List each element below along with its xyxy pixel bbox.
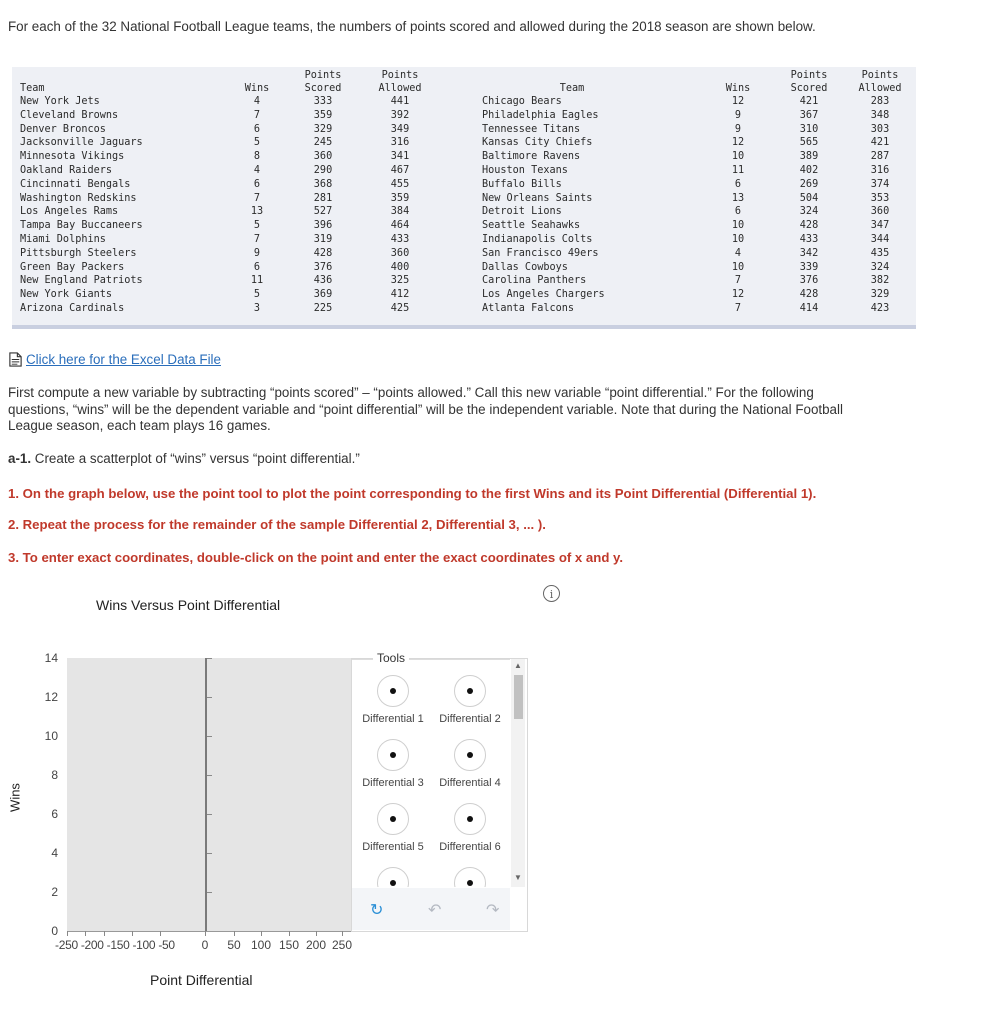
table-row xyxy=(20,274,910,288)
points-scored-cell: 281 xyxy=(313,192,333,204)
data-table-panel xyxy=(12,67,916,329)
points-scored-cell: 527 xyxy=(313,206,333,218)
points-allowed-cell: 464 xyxy=(390,220,410,232)
x-axis-line xyxy=(67,931,353,932)
wins-cell: 4 xyxy=(253,164,261,176)
points-scored-cell: 269 xyxy=(799,178,819,190)
table-row xyxy=(20,205,910,219)
point-tool-icon[interactable] xyxy=(377,739,409,771)
x-tick-mark xyxy=(342,931,343,936)
points-allowed-cell: 421 xyxy=(870,137,890,149)
points-allowed-cell: 412 xyxy=(390,289,410,301)
points-scored-cell: 333 xyxy=(313,96,333,107)
wins-cell: 5 xyxy=(253,289,261,301)
y-tick-label: 2 xyxy=(51,885,58,899)
intro-text: For each of the 32 National Football League teams, the numbers of points scored and allowed during the 2018 season are shown below. xyxy=(8,19,816,34)
team-cell: Philadelphia Eagles xyxy=(482,109,599,121)
team-cell: Indianapolis Colts xyxy=(482,233,593,245)
points-allowed-cell: 360 xyxy=(870,206,890,218)
wins-cell: 6 xyxy=(734,178,742,190)
team-cell: Baltimore Ravens xyxy=(482,151,581,163)
team-cell: Cincinnati Bengals xyxy=(20,178,131,190)
points-allowed-cell: 441 xyxy=(390,96,410,107)
question-a1 xyxy=(8,451,360,466)
plot-area[interactable] xyxy=(67,658,353,931)
tool-label: Differential 4 xyxy=(439,777,501,789)
tools-title: Tools xyxy=(373,651,409,665)
points-allowed-cell: 283 xyxy=(870,96,890,107)
table-row xyxy=(20,233,910,247)
points-allowed-cell: 325 xyxy=(390,275,410,287)
team-cell: Seattle Seahawks xyxy=(482,220,581,232)
x-tick-label: 0 xyxy=(201,938,209,952)
x-tick-label: -100 xyxy=(132,938,156,952)
wins-cell: 7 xyxy=(253,192,261,204)
table-row xyxy=(20,109,910,123)
points-scored-cell: 319 xyxy=(313,233,333,245)
tool-differential-1[interactable] xyxy=(352,675,434,725)
team-cell: Chicago Bears xyxy=(482,96,562,107)
team-cell: New York Giants xyxy=(20,289,113,301)
y-tick-mark xyxy=(207,775,212,776)
x-tick-label: 50 xyxy=(227,938,241,952)
tools-action-bar xyxy=(352,888,510,930)
y-tick-mark xyxy=(207,814,212,815)
nfl-data-table xyxy=(20,69,910,316)
points-allowed-cell: 467 xyxy=(390,164,410,176)
points-allowed-cell: 400 xyxy=(390,261,410,273)
x-tick-label: -50 xyxy=(158,938,175,952)
wins-cell: 4 xyxy=(253,96,261,107)
point-tool-icon[interactable] xyxy=(377,803,409,835)
x-tick-label: 250 xyxy=(331,938,353,952)
point-tool-icon[interactable] xyxy=(377,867,409,887)
point-tool-icon[interactable] xyxy=(454,867,486,887)
table-row xyxy=(20,136,910,150)
points-scored-cell: 428 xyxy=(799,220,819,232)
excel-link-label[interactable]: Click here for the Excel Data File xyxy=(26,352,221,367)
y-tick-mark xyxy=(207,697,212,698)
x-tick-mark xyxy=(289,931,290,936)
points-scored-cell: 504 xyxy=(799,192,819,204)
team-cell: Jacksonville Jaguars xyxy=(20,137,143,149)
team-cell: Minnesota Vikings xyxy=(20,151,125,163)
table-row xyxy=(20,150,910,164)
wins-cell: 11 xyxy=(731,164,745,176)
table-row xyxy=(20,302,910,316)
table-row xyxy=(20,288,910,302)
points-allowed-cell: 392 xyxy=(390,109,410,121)
wins-cell: 7 xyxy=(253,109,261,121)
scroll-down-arrow-icon[interactable]: ▼ xyxy=(514,873,522,882)
points-scored-cell: 245 xyxy=(313,137,333,149)
x-tick-mark xyxy=(104,931,105,936)
y-tick-label: 10 xyxy=(44,729,58,743)
wins-cell: 7 xyxy=(253,233,261,245)
y-tick-mark xyxy=(207,853,212,854)
points-allowed-cell: 423 xyxy=(870,302,890,314)
team-cell: Dallas Cowboys xyxy=(482,261,568,273)
team-cell: Pittsburgh Steelers xyxy=(20,247,137,259)
points-scored-cell: 342 xyxy=(799,247,819,259)
y-tick-label: 6 xyxy=(51,807,58,821)
points-scored-cell: 402 xyxy=(799,164,819,176)
wins-cell: 10 xyxy=(731,151,745,163)
points-allowed-cell: 341 xyxy=(390,151,410,163)
team-cell: Carolina Panthers xyxy=(482,275,587,287)
table-row xyxy=(20,123,910,137)
instruction-2: 2. Repeat the process for the remainder of the sample Differential 2, Differential 3, ... ). xyxy=(8,517,546,532)
wins-cell: 6 xyxy=(734,206,742,218)
points-scored-cell: 359 xyxy=(313,109,333,121)
instructions-paragraph: First compute a new variable by subtracting “points scored” – “points allowed.” Call this new variable “point differential.” For the following questions, “wins” will be the dependent variable and “point differential” will be the independent variable. Note that during the National Football League season, each team plays 16 games. xyxy=(8,385,843,433)
wins-cell: 10 xyxy=(731,261,745,273)
points-scored-cell: 436 xyxy=(313,275,333,287)
points-allowed-cell: 360 xyxy=(390,247,410,259)
tool-label: Differential 3 xyxy=(362,777,424,789)
y-tick-label: 14 xyxy=(44,651,58,665)
tool-differential-7-partial[interactable] xyxy=(352,867,434,887)
col-header-points-allowed-2: Points Allowed xyxy=(858,70,902,94)
points-allowed-cell: 359 xyxy=(390,192,410,204)
points-allowed-cell: 344 xyxy=(870,233,890,245)
points-scored-cell: 396 xyxy=(313,220,333,232)
team-cell: Kansas City Chiefs xyxy=(482,137,593,149)
x-axis-title: Point Differential xyxy=(150,972,253,988)
points-allowed-cell: 353 xyxy=(870,192,890,204)
points-allowed-cell: 347 xyxy=(870,220,890,232)
y-tick-mark xyxy=(207,658,212,659)
wins-cell: 12 xyxy=(731,137,745,149)
y-tick-mark xyxy=(207,736,212,737)
points-allowed-cell: 374 xyxy=(870,178,890,190)
points-allowed-cell: 303 xyxy=(870,123,890,135)
points-scored-cell: 310 xyxy=(799,123,819,135)
wins-cell: 13 xyxy=(731,192,745,204)
tool-differential-6[interactable] xyxy=(429,803,511,853)
points-scored-cell: 360 xyxy=(313,151,333,163)
points-allowed-cell: 425 xyxy=(390,302,410,314)
points-scored-cell: 389 xyxy=(799,151,819,163)
x-tick-mark xyxy=(67,931,68,936)
tool-differential-8-partial[interactable] xyxy=(429,867,511,887)
wins-cell: 10 xyxy=(731,233,745,245)
points-scored-cell: 225 xyxy=(313,302,333,314)
tools-scrollbar[interactable] xyxy=(511,659,525,887)
table-row xyxy=(20,219,910,233)
wins-cell: 12 xyxy=(731,289,745,301)
wins-cell: 6 xyxy=(253,261,261,273)
x-tick-mark xyxy=(160,931,161,936)
tool-label: Differential 2 xyxy=(439,713,501,725)
x-tick-mark xyxy=(234,931,235,936)
col-header-points-allowed: Points Allowed xyxy=(378,70,422,94)
table-row xyxy=(20,95,910,109)
x-tick-label: -200 xyxy=(80,938,104,952)
col-header-wins: Wins xyxy=(244,83,270,94)
points-scored-cell: 565 xyxy=(799,137,819,149)
points-scored-cell: 368 xyxy=(313,178,333,190)
undo-icon[interactable]: ↶ xyxy=(428,902,442,919)
points-scored-cell: 369 xyxy=(313,289,333,301)
wins-cell: 7 xyxy=(734,275,742,287)
points-scored-cell: 290 xyxy=(313,164,333,176)
question-text: Create a scatterplot of “wins” versus “point differential.” xyxy=(31,451,360,466)
wins-cell: 3 xyxy=(253,302,261,314)
instruction-1: 1. On the graph below, use the point tool to plot the point corresponding to the first Wins and its Point Differential (Differential 1). xyxy=(8,486,817,501)
instruction-3: 3. To enter exact coordinates, double-click on the point and enter the exact coordinates of x and y. xyxy=(8,550,624,565)
chart-title: Wins Versus Point Differential xyxy=(96,597,281,613)
points-allowed-cell: 433 xyxy=(390,233,410,245)
points-allowed-cell: 329 xyxy=(870,289,890,301)
points-scored-cell: 428 xyxy=(313,247,333,259)
wins-cell: 11 xyxy=(250,275,264,287)
excel-data-link[interactable] xyxy=(8,352,221,367)
x-tick-mark xyxy=(85,931,86,936)
team-cell: New England Patriots xyxy=(20,275,143,287)
team-cell: Arizona Cardinals xyxy=(20,302,125,314)
table-row xyxy=(20,192,910,206)
wins-cell: 9 xyxy=(734,109,742,121)
col-header-points-scored: Points Scored xyxy=(304,70,342,94)
col-header-wins-2: Wins xyxy=(725,83,751,94)
points-scored-cell: 324 xyxy=(799,206,819,218)
info-icon[interactable]: i xyxy=(543,585,560,602)
excel-file-icon xyxy=(8,352,23,367)
wins-cell: 9 xyxy=(253,247,261,259)
wins-cell: 5 xyxy=(253,220,261,232)
team-cell: Buffalo Bills xyxy=(482,178,562,190)
col-header-team: Team xyxy=(20,83,45,94)
team-cell: Oakland Raiders xyxy=(20,164,113,176)
question-label: a-1. xyxy=(8,451,32,466)
points-allowed-cell: 384 xyxy=(390,206,410,218)
team-cell: San Francisco 49ers xyxy=(482,247,599,259)
team-cell: Washington Redskins xyxy=(20,192,137,204)
points-allowed-cell: 382 xyxy=(870,275,890,287)
x-tick-labels-negative xyxy=(55,938,175,952)
team-cell: Cleveland Browns xyxy=(20,109,119,121)
points-allowed-cell: 316 xyxy=(390,137,410,149)
wins-cell: 12 xyxy=(731,96,745,107)
team-cell: Miami Dolphins xyxy=(20,233,106,245)
points-scored-cell: 421 xyxy=(799,96,819,107)
tool-label: Differential 1 xyxy=(362,713,424,725)
wins-cell: 7 xyxy=(734,302,742,314)
col-header-points-scored-2: Points Scored xyxy=(790,70,828,94)
points-allowed-cell: 316 xyxy=(870,164,890,176)
points-scored-cell: 376 xyxy=(313,261,333,273)
x-tick-label: 100 xyxy=(250,938,272,952)
points-scored-cell: 428 xyxy=(799,289,819,301)
tool-label: Differential 5 xyxy=(362,841,424,853)
scroll-thumb[interactable] xyxy=(514,675,523,719)
redo-icon[interactable]: ↷ xyxy=(486,902,500,919)
wins-cell: 8 xyxy=(253,151,261,163)
y-tick-label: 0 xyxy=(51,924,58,938)
team-cell: Detroit Lions xyxy=(482,206,562,218)
y-tick-label: 12 xyxy=(44,690,58,704)
points-scored-cell: 339 xyxy=(799,261,819,273)
tool-differential-4[interactable] xyxy=(429,739,511,789)
wins-cell: 6 xyxy=(253,178,261,190)
team-cell: New Orleans Saints xyxy=(482,192,593,204)
points-allowed-cell: 349 xyxy=(390,123,410,135)
team-cell: Los Angeles Chargers xyxy=(482,289,605,301)
wins-cell: 4 xyxy=(734,247,742,259)
y-tick-label: 4 xyxy=(51,846,58,860)
points-scored-cell: 367 xyxy=(799,109,819,121)
reset-icon[interactable]: ↻ xyxy=(370,902,384,919)
tool-label: Differential 6 xyxy=(439,841,501,853)
col-header-team-2: Team xyxy=(559,83,585,94)
points-allowed-cell: 324 xyxy=(870,261,890,273)
team-cell: Denver Broncos xyxy=(20,123,106,135)
tool-differential-2[interactable] xyxy=(429,675,511,725)
scroll-up-arrow-icon[interactable]: ▲ xyxy=(514,661,522,670)
wins-cell: 6 xyxy=(253,123,261,135)
point-tool-icon[interactable] xyxy=(454,675,486,707)
tools-panel xyxy=(351,651,528,932)
table-row xyxy=(20,178,910,192)
wins-cell: 13 xyxy=(250,206,264,218)
x-tick-mark xyxy=(205,931,206,936)
x-tick-label: 150 xyxy=(278,938,300,952)
points-allowed-cell: 455 xyxy=(390,178,410,190)
y-tick-mark xyxy=(207,892,212,893)
table-row xyxy=(20,261,910,275)
y-axis-zero-line xyxy=(205,658,207,931)
tool-differential-3[interactable] xyxy=(352,739,434,789)
y-axis-title: Wins xyxy=(7,783,23,812)
points-scored-cell: 376 xyxy=(799,275,819,287)
x-tick-mark xyxy=(261,931,262,936)
y-tick-label: 8 xyxy=(51,768,58,782)
team-cell: Tennessee Titans xyxy=(482,123,581,135)
table-row xyxy=(20,164,910,178)
x-tick-label: -250 xyxy=(55,938,78,952)
points-allowed-cell: 287 xyxy=(870,151,890,163)
wins-cell: 5 xyxy=(253,137,261,149)
points-allowed-cell: 348 xyxy=(870,109,890,121)
point-tool-icon[interactable] xyxy=(454,803,486,835)
wins-cell: 10 xyxy=(731,220,745,232)
point-tool-icon[interactable] xyxy=(377,675,409,707)
x-tick-label: -150 xyxy=(106,938,130,952)
team-cell: Los Angeles Rams xyxy=(20,206,119,218)
team-cell: Atlanta Falcons xyxy=(482,302,575,314)
team-cell: Tampa Bay Buccaneers xyxy=(20,220,143,232)
points-scored-cell: 433 xyxy=(799,233,819,245)
tool-differential-5[interactable] xyxy=(352,803,434,853)
team-cell: Green Bay Packers xyxy=(20,261,125,273)
point-tool-icon[interactable] xyxy=(454,739,486,771)
team-cell: New York Jets xyxy=(20,96,100,107)
x-tick-mark xyxy=(316,931,317,936)
team-cell: Houston Texans xyxy=(482,164,568,176)
points-scored-cell: 414 xyxy=(799,302,819,314)
table-row xyxy=(20,247,910,261)
points-scored-cell: 329 xyxy=(313,123,333,135)
points-allowed-cell: 435 xyxy=(870,247,890,259)
wins-cell: 9 xyxy=(734,123,742,135)
x-tick-label: 200 xyxy=(305,938,327,952)
x-tick-mark xyxy=(132,931,133,936)
